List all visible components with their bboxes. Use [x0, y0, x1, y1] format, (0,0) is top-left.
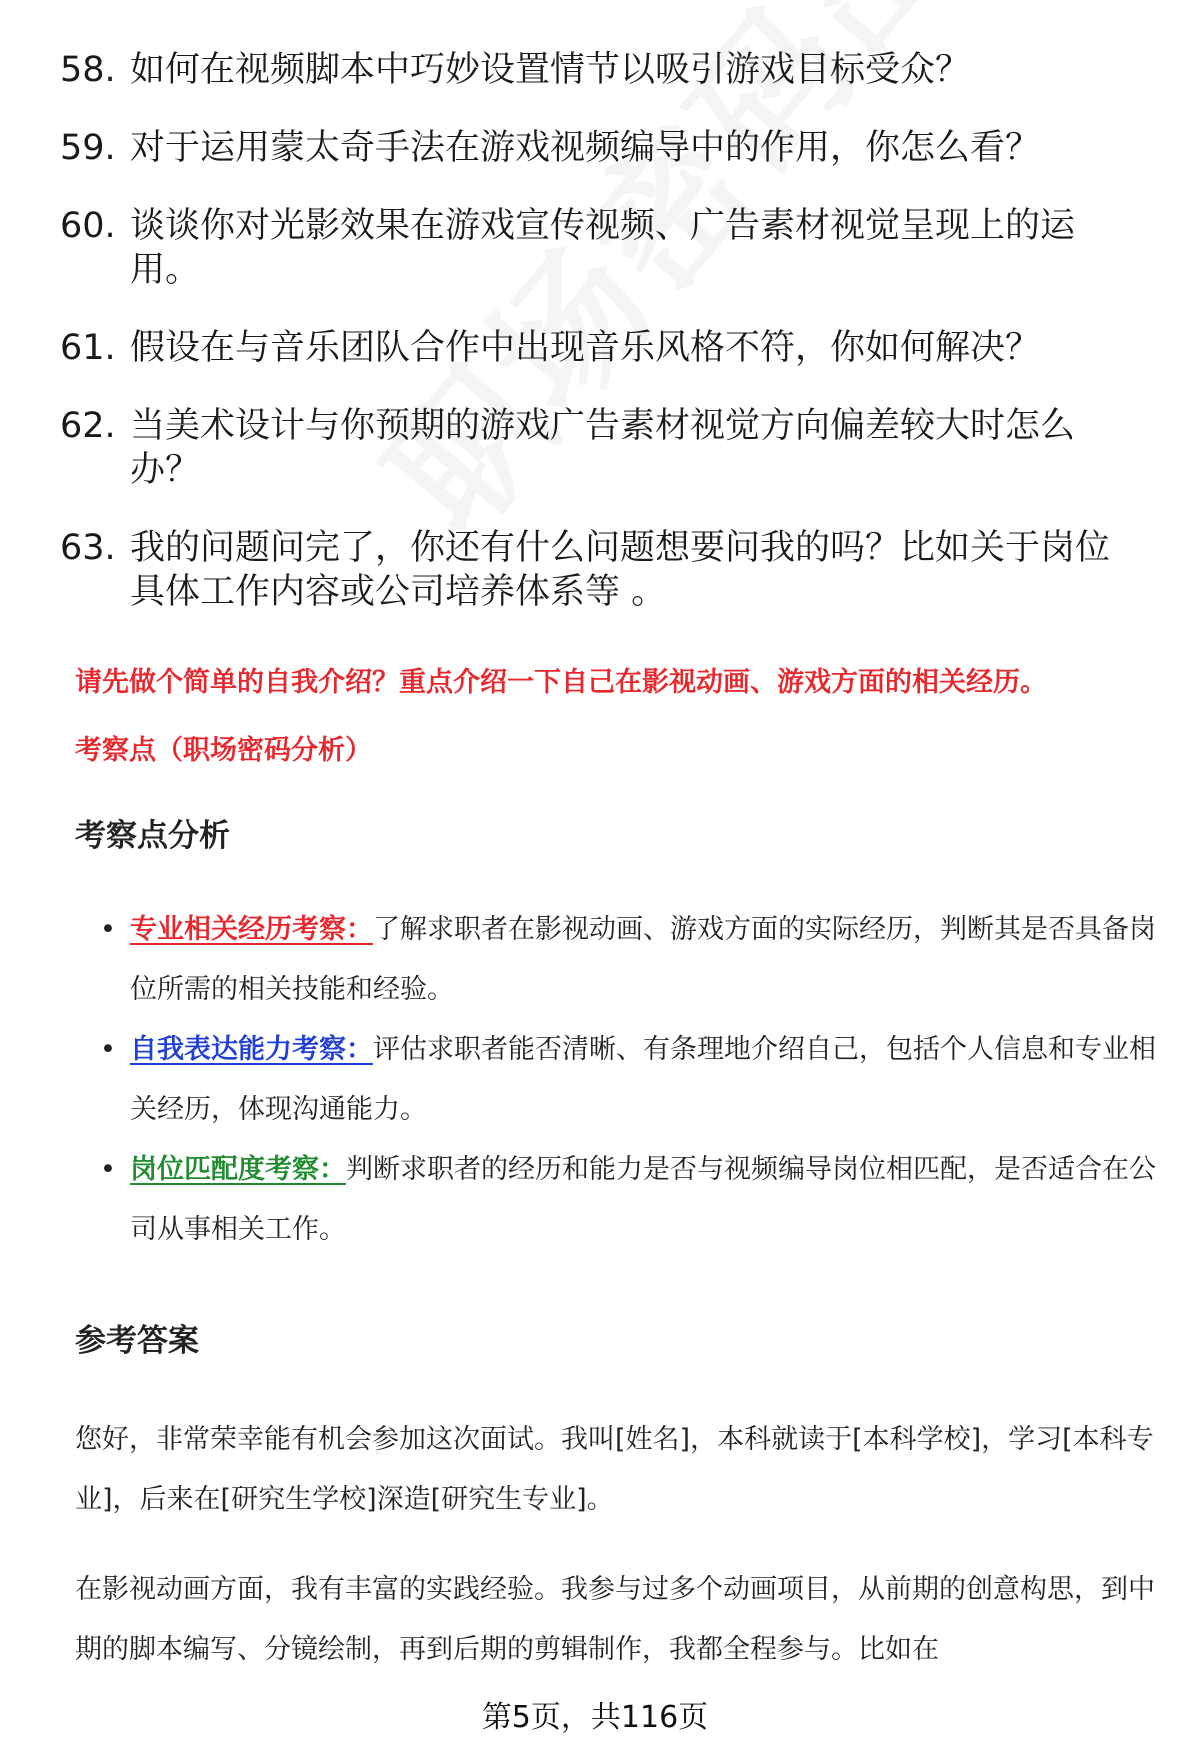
highlight-subtitle: 考察点（职场密码分析） — [75, 735, 372, 766]
bullet-text: 判断求职者的经历和能力是否与视频编导岗位相匹配，是否适合在公司从事相关工作。 — [130, 1154, 1156, 1245]
analysis-title: 考察点分析 — [75, 818, 230, 854]
question-list — [60, 48, 1140, 648]
list-item — [60, 126, 1140, 170]
bullet-label: 专业相关经历考察： — [130, 914, 373, 945]
question-text: 假设在与音乐团队合作中出现音乐风格不符，你如何解决？ — [130, 328, 1041, 368]
bullet-icon: • — [100, 914, 116, 945]
list-item — [100, 900, 1160, 1020]
question-number: 63. — [60, 528, 116, 568]
question-number: 60. — [60, 206, 116, 246]
question-number: 58. — [60, 50, 116, 90]
bullet-label: 自我表达能力考察： — [130, 1034, 373, 1065]
list-item — [60, 526, 1140, 614]
analysis-list — [100, 900, 1160, 1260]
list-item — [60, 204, 1140, 292]
list-item — [60, 326, 1140, 370]
bullet-label: 岗位匹配度考察： — [130, 1154, 346, 1185]
bullet-text: 评估求职者能否清晰、有条理地介绍自己，包括个人信息和专业相关经历，体现沟通能力。 — [130, 1034, 1156, 1125]
answer-paragraph: 在影视动画方面，我有丰富的实践经验。我参与过多个动画项目，从前期的创意构思，到中期的脚本编写、分镜绘制，再到后期的剪辑制作，我都全程参与。比如在 — [75, 1574, 1155, 1665]
bullet-icon: • — [100, 1154, 116, 1185]
list-item — [100, 1140, 1160, 1260]
question-text: 我的问题问完了，你还有什么问题想要问我的吗？比如关于岗位具体工作内容或公司培养体系等 。 — [130, 528, 1111, 612]
question-text: 如何在视频脚本中巧妙设置情节以吸引游戏目标受众？ — [130, 50, 971, 90]
bullet-icon: • — [100, 1034, 116, 1065]
answer-paragraph: 您好，非常荣幸能有机会参加这次面试。我叫[姓名]，本科就读于[本科学校]，学习[本科专业]，后来在[研究生学校]深造[研究生专业]。 — [75, 1424, 1154, 1515]
question-number: 62. — [60, 406, 116, 446]
list-item — [60, 404, 1140, 492]
answer-title: 参考答案 — [75, 1323, 199, 1359]
question-text: 当美术设计与你预期的游戏广告素材视觉方向偏差较大时怎么办？ — [130, 406, 1076, 490]
question-text: 对于运用蒙太奇手法在游戏视频编导中的作用，你怎么看？ — [130, 128, 1041, 168]
page-number: 第5页，共116页 — [481, 1700, 709, 1735]
highlight-question: 请先做个简单的自我介绍？重点介绍一下自己在影视动画、游戏方面的相关经历。 — [75, 667, 1047, 698]
list-item — [100, 1020, 1160, 1140]
list-item — [60, 48, 1140, 92]
question-number: 61. — [60, 328, 116, 368]
bullet-text: 了解求职者在影视动画、游戏方面的实际经历，判断其是否具备岗位所需的相关技能和经验。 — [130, 914, 1156, 1005]
question-number: 59. — [60, 128, 116, 168]
question-text: 谈谈你对光影效果在游戏宣传视频、广告素材视觉呈现上的运用。 — [130, 206, 1076, 290]
